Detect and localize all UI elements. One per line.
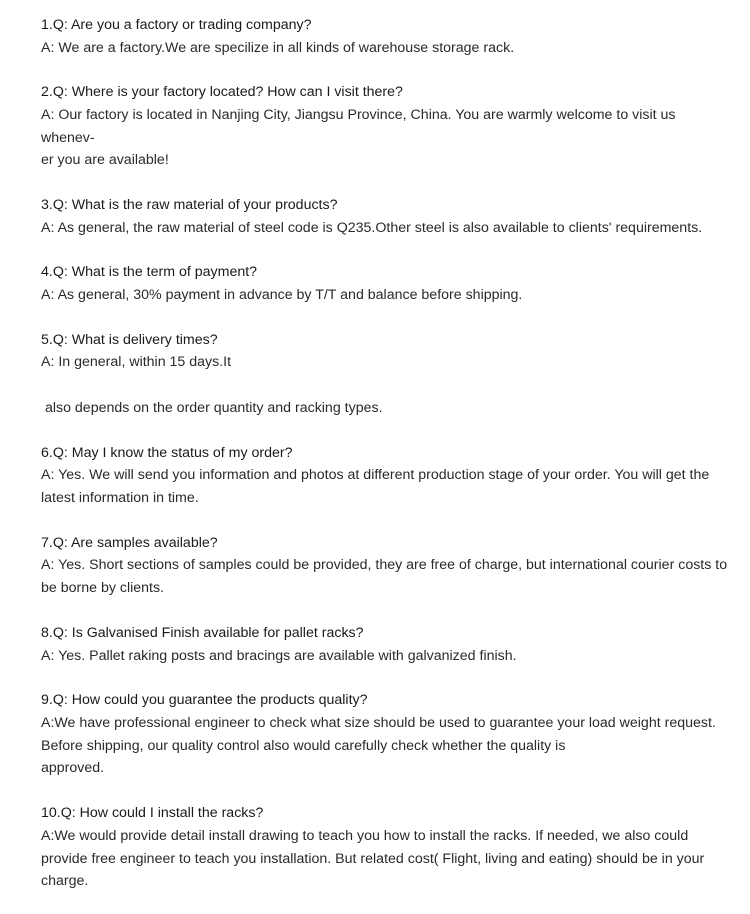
faq-answer-continuation: also depends on the order quantity and racking types.: [41, 400, 383, 417]
faq-question: 6.Q: May I know the status of my order?: [41, 444, 293, 461]
faq-answer: [41, 284, 728, 307]
faq-item-1: [41, 14, 728, 59]
faq-answer: [41, 217, 728, 240]
faq-answer-line: A: Our factory is located in Nanjing City, Jiangsu Province, China. You are warmly welcome to visit us whenev-: [41, 106, 676, 146]
faq-answer-line: approved.: [41, 760, 105, 777]
faq-question: 8.Q: Is Galvanised Finish available for pallet racks?: [41, 625, 364, 642]
faq-answer-line: A: As general, 30% payment in advance by T/T and balance before shipping.: [41, 286, 523, 303]
faq-answer: [41, 554, 728, 600]
faq-item-4: [41, 261, 728, 306]
faq-item-8: [41, 622, 728, 667]
faq-answer-line: A: We are a factory.We are specilize in all kinds of warehouse storage rack.: [41, 39, 515, 56]
faq-item-9: [41, 689, 728, 780]
faq-answer-line: A:We have professional engineer to check what size should be used to guarantee your load weight request.: [41, 714, 716, 731]
faq-answer-line: A:We would provide detail install drawing to teach you how to install the racks. If needed, we also could: [41, 827, 689, 844]
faq-answer-line: A: Yes. Pallet raking posts and bracings are available with galvanized finish.: [41, 647, 517, 664]
faq-question: 10.Q: How could I install the racks?: [41, 805, 264, 822]
faq-answer-line: A: As general, the raw material of steel code is Q235.Other steel is also available to clients' requirements.: [41, 219, 703, 236]
faq-answer: [41, 351, 728, 374]
faq-answer-line: latest information in time.: [41, 490, 199, 507]
faq-answer-line: A: Yes. Short sections of samples could be provided, they are free of charge, but international courier costs to: [41, 557, 728, 574]
faq-answer-line: Before shipping, our quality control also would carefully check whether the quality is: [41, 737, 566, 754]
faq-answer: [41, 645, 728, 668]
faq-question: 1.Q: Are you a factory or trading company?: [41, 17, 312, 33]
faq-answer-line: er you are available!: [41, 152, 169, 169]
faq-question: 3.Q: What is the raw material of your products?: [41, 197, 338, 214]
faq-answer-line: provide free engineer to teach you installation. But related cost( Flight, living and eating) should be in your: [41, 850, 705, 867]
faq-answer: [41, 712, 728, 780]
faq-answer: [41, 464, 728, 510]
faq-answer: [41, 104, 728, 172]
faq-item-5: [41, 329, 728, 420]
faq-answer-line: be borne by clients.: [41, 580, 165, 597]
faq-question: 4.Q: What is the term of payment?: [41, 264, 258, 281]
faq-question: 7.Q: Are samples available?: [41, 534, 218, 551]
faq-answer-line: A: In general, within 15 days.It: [41, 354, 232, 371]
faq-item-3: [41, 194, 728, 239]
faq-answer-line: charge.: [41, 873, 89, 890]
faq-answer: [41, 37, 728, 60]
faq-item-7: [41, 532, 728, 600]
faq-answer-line: A: Yes. We will send you information and photos at different production stage of your order. You will get the: [41, 467, 710, 484]
faq-item-2: [41, 81, 728, 172]
faq-question: 2.Q: Where is your factory located? How can I visit there?: [41, 84, 403, 101]
faq-question: 5.Q: What is delivery times?: [41, 331, 218, 348]
faq-answer: [41, 825, 728, 893]
faq-item-10: [41, 802, 728, 893]
faq-question: 9.Q: How could you guarantee the products quality?: [41, 692, 368, 709]
faq-item-6: [41, 442, 728, 510]
